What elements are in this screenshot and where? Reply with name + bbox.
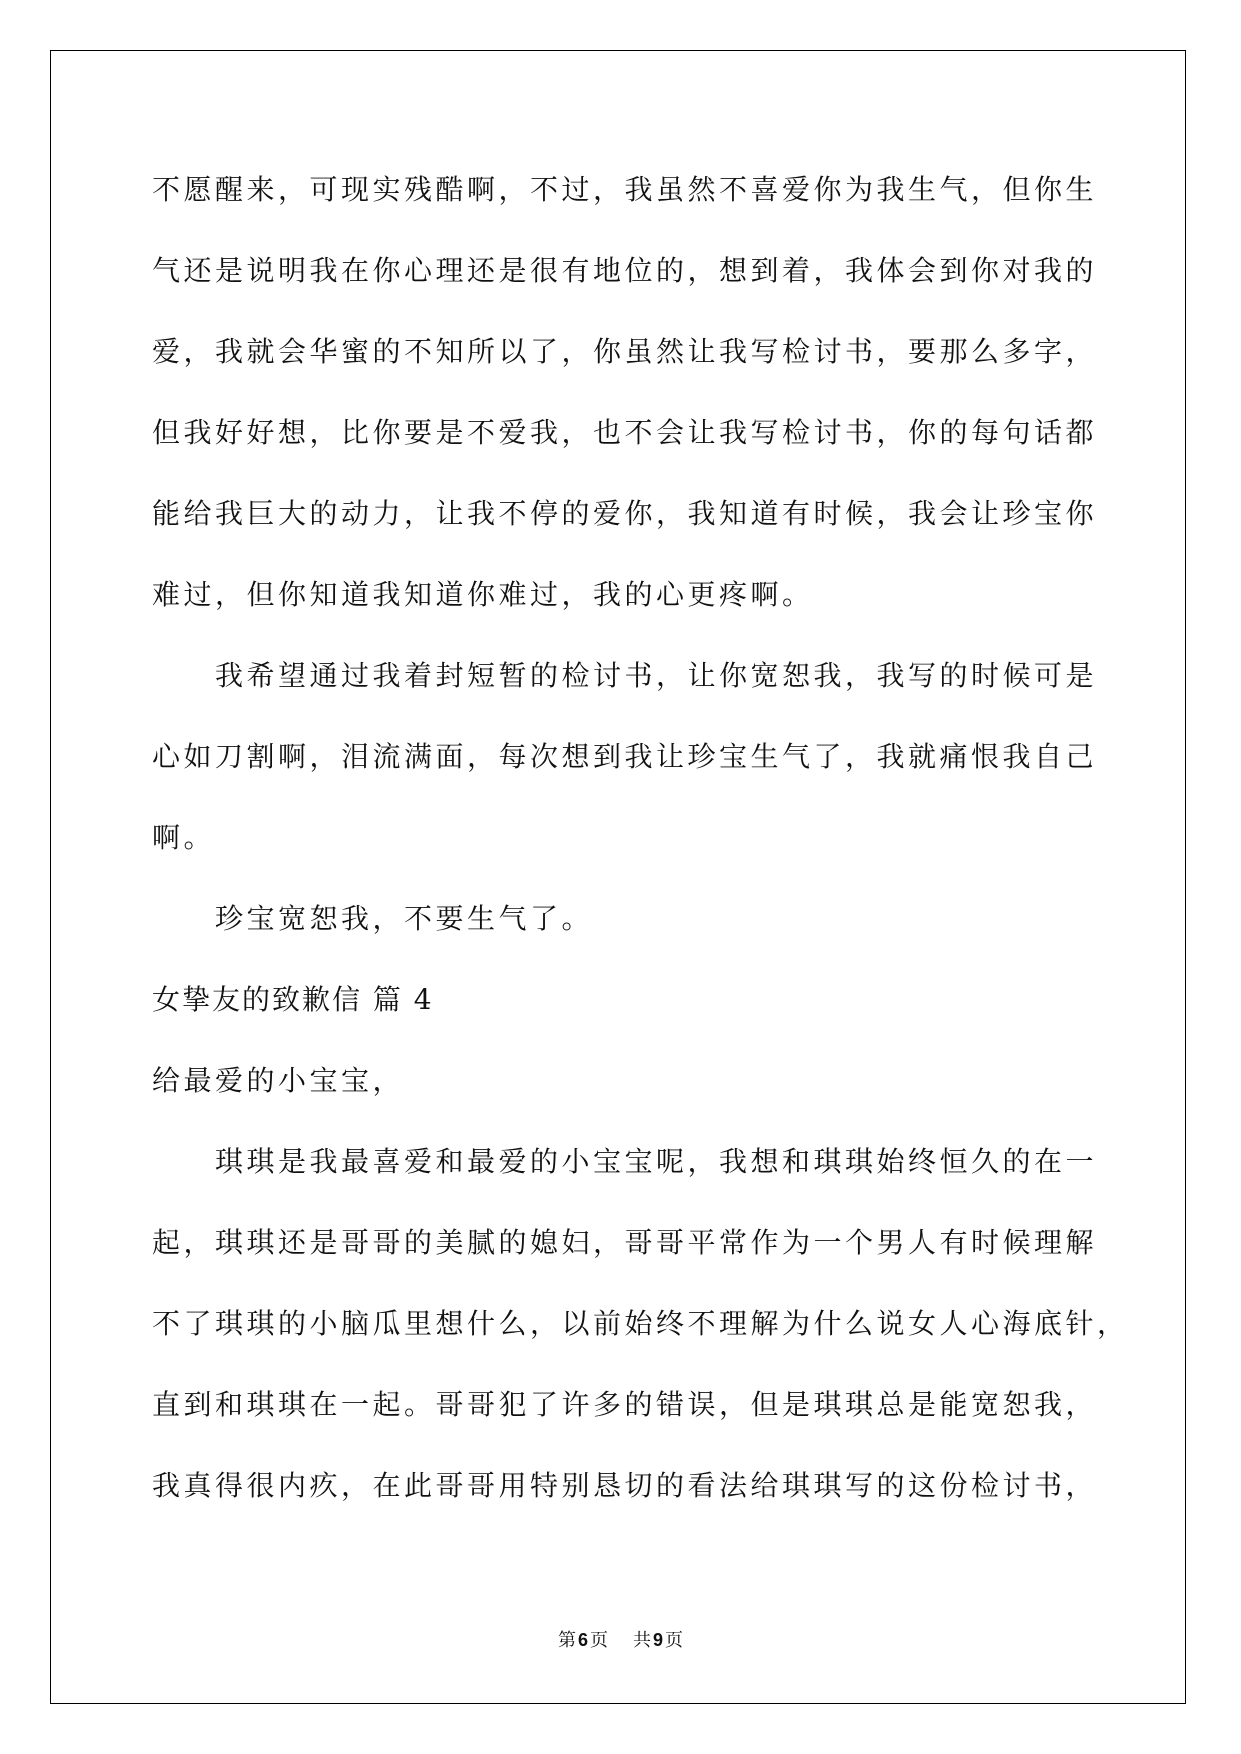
text-line: 但我好好想，比你要是不爱我，也不会让我写检讨书，你的每句话都: [152, 416, 1098, 449]
text-line: 直到和琪琪在一起。哥哥犯了许多的错误，但是琪琪总是能宽恕我，: [152, 1388, 1098, 1421]
text-line: 我真得很内疚，在此哥哥用特别恳切的看法给琪琪写的这份检讨书，: [152, 1469, 1098, 1502]
page-number: 6: [578, 1630, 589, 1650]
salutation: 给最爱的小宝宝，: [152, 1064, 405, 1097]
text-line: 珍宝宽恕我，不要生气了。: [215, 902, 594, 935]
section-heading: 女挚友的致歉信 篇 4: [152, 983, 434, 1016]
page-prefix: 第: [558, 1630, 577, 1651]
text-line: 啊。: [152, 821, 216, 854]
total-prefix: 共: [632, 1630, 651, 1651]
text-line: 能给我巨大的动力，让我不停的爱你，我知道有时候，我会让珍宝你: [152, 497, 1098, 530]
text-line: 心如刀割啊，泪流满面，每次想到我让珍宝生气了，我就痛恨我自己: [152, 740, 1098, 773]
text-line: 气还是说明我在你心理还是很有地位的，想到着，我体会到你对我的: [152, 254, 1098, 287]
total-suffix: 页: [664, 1630, 683, 1651]
total-pages: 9: [652, 1630, 663, 1650]
text-line: 不了琪琪的小脑瓜里想什么，以前始终不理解为什么说女人心海底针，: [152, 1307, 1129, 1340]
document-body: [152, 163, 1129, 1540]
page-footer: [0, 1626, 1241, 1652]
text-line: 我希望通过我着封短暂的检讨书，让你宽恕我，我写的时候可是: [215, 659, 1098, 692]
text-line: 琪琪是我最喜爱和最爱的小宝宝呢，我想和琪琪始终恒久的在一: [215, 1145, 1098, 1178]
text-line: 难过，但你知道我知道你难过，我的心更疼啊。: [152, 578, 814, 611]
text-line: 爱，我就会华蜜的不知所以了，你虽然让我写检讨书，要那么多字，: [152, 335, 1098, 368]
page-suffix: 页: [590, 1630, 609, 1651]
text-line: 不愿醒来，可现实残酷啊，不过，我虽然不喜爱你为我生气，但你生: [152, 173, 1098, 206]
text-line: 起，琪琪还是哥哥的美腻的媳妇，哥哥平常作为一个男人有时候理解: [152, 1226, 1098, 1259]
